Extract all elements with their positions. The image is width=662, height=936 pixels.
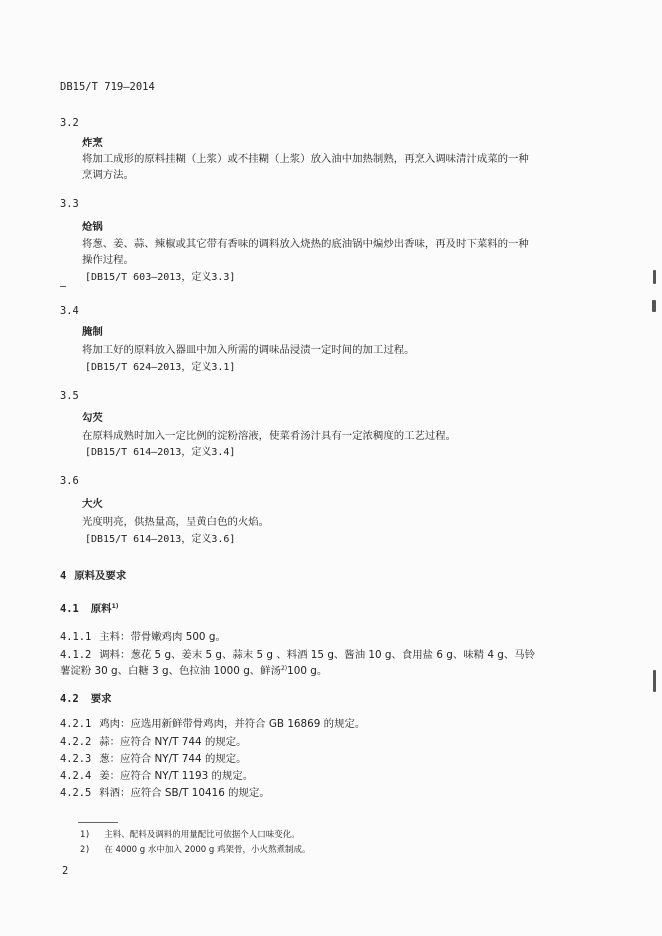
- item-number: 4.2.1: [60, 718, 92, 730]
- clause-number-3-2: 3.2: [60, 117, 79, 129]
- term-3-6: 大火: [82, 498, 103, 510]
- clause-number-3-3: 3.3: [60, 198, 79, 210]
- clause-number-3-6: 3.6: [60, 475, 79, 487]
- item-4-1-2-continued: [60, 664, 327, 680]
- definition-3-4: 将加工好的原料放入器皿中加入所需的调味品浸渍一定时间的加工过程。: [82, 344, 415, 356]
- definition-3-5: 在原料成熟时加入一定比例的淀粉溶液，使菜肴汤汁具有一定浓稠度的工艺过程。: [82, 430, 457, 442]
- item-4-2-2: [60, 735, 247, 749]
- clause-4-1-number: 4.1: [60, 603, 79, 615]
- footnote-mark: 2): [80, 845, 91, 855]
- clause-4-2-title: 要求: [90, 693, 112, 705]
- source-3-5: [DB15/T 614—2013，定义3.4]: [85, 447, 236, 458]
- section-4-heading: [60, 569, 126, 583]
- term-3-3: 炝锅: [82, 221, 103, 233]
- item-text: 主料：带骨嫩鸡肉 500 g。: [99, 631, 226, 643]
- footnote-text: 主料、配料及调料的用量配比可依据个人口味变化。: [104, 830, 300, 840]
- item-4-2-4: [60, 769, 253, 783]
- footnote-2: [80, 843, 311, 857]
- item-text-line-2b: 100 g。: [287, 665, 328, 677]
- item-4-2-1: [60, 717, 365, 731]
- item-text: 葱：应符合 NY/T 744 的规定。: [99, 753, 247, 765]
- clause-4-2-number: 4.2: [60, 693, 79, 705]
- item-number: 4.2.3: [60, 753, 92, 765]
- item-4-1-2: [60, 648, 580, 662]
- item-4-1-1: [60, 630, 226, 644]
- footnote-separator: [78, 822, 118, 823]
- source-3-6: [DB15/T 614—2013，定义3.6]: [85, 534, 236, 545]
- item-number: 4.1.2: [60, 649, 92, 661]
- section-4-title: 原料及要求: [74, 570, 127, 582]
- clause-4-1-title: 原料: [90, 603, 112, 615]
- item-4-2-3: [60, 752, 247, 766]
- item-4-2-5: [60, 786, 270, 800]
- definition-3-3-line-2: 操作过程。: [82, 254, 134, 266]
- clause-4-2-heading: [60, 692, 112, 706]
- item-text: 鸡肉：应选用新鲜带骨鸡肉，并符合 GB 16869 的规定。: [99, 718, 366, 730]
- clause-number-3-5: 3.5: [60, 390, 79, 402]
- footnote-ref-1: 1): [111, 603, 119, 610]
- term-3-2: 炸烹: [82, 137, 103, 149]
- source-3-3: [DB15/T 603—2013，定义3.3]: [85, 272, 236, 283]
- term-3-5: 勾芡: [82, 412, 103, 424]
- item-number: 4.1.1: [60, 631, 92, 643]
- footnote-1: [80, 828, 300, 842]
- clause-4-1-heading: [60, 602, 118, 618]
- clause-number-3-4: 3.4: [60, 305, 79, 317]
- item-number: 4.2.4: [60, 770, 92, 782]
- footnote-ref-2: 2): [280, 665, 288, 672]
- scan-mark: [653, 270, 656, 284]
- scan-mark: [652, 300, 656, 312]
- item-text-line-2a: 薯淀粉 30 g、白糖 3 g、色拉油 1000 g、鲜汤: [60, 665, 281, 677]
- item-text: 蒜：应符合 NY/T 744 的规定。: [99, 736, 247, 748]
- term-3-4: 腌制: [82, 326, 103, 338]
- page-number: 2: [62, 865, 69, 877]
- section-4-number: 4: [60, 570, 67, 582]
- definition-3-2-line-2: 烹调方法。: [82, 169, 134, 181]
- scan-mark: [60, 286, 66, 287]
- source-3-4: [DB15/T 624—2013，定义3.1]: [85, 362, 236, 373]
- item-text: 姜：应符合 NY/T 1193 的规定。: [99, 770, 254, 782]
- item-number: 4.2.5: [60, 787, 92, 799]
- scan-mark: [653, 670, 656, 692]
- definition-3-3-line-1: 将葱、姜、蒜、辣椒或其它带有香味的调料放入烧热的底油锅中煸炒出香味，再及时下菜料的一种: [82, 238, 529, 250]
- doc-code-header: DB15/T 719—2014: [60, 81, 155, 93]
- item-text-line-1: 调料：葱花 5 g、姜末 5 g、蒜末 5 g 、料酒 15 g、酱油 10 g、食用盐 6 g、味精 4 g、马铃: [99, 649, 536, 661]
- item-text: 料酒：应符合 SB/T 10416 的规定。: [99, 787, 270, 799]
- definition-3-2-line-1: 将加工成形的原料挂糊（上浆）或不挂糊（上浆）放入油中加热制熟，再烹入调味清汁成菜的一种: [82, 153, 529, 165]
- definition-3-6: 光度明亮，供热量高，呈黄白色的火焰。: [82, 516, 270, 528]
- item-number: 4.2.2: [60, 736, 92, 748]
- footnote-mark: 1): [80, 830, 91, 840]
- footnote-text: 在 4000 g 水中加入 2000 g 鸡架骨，小火熬煮制成。: [104, 845, 311, 855]
